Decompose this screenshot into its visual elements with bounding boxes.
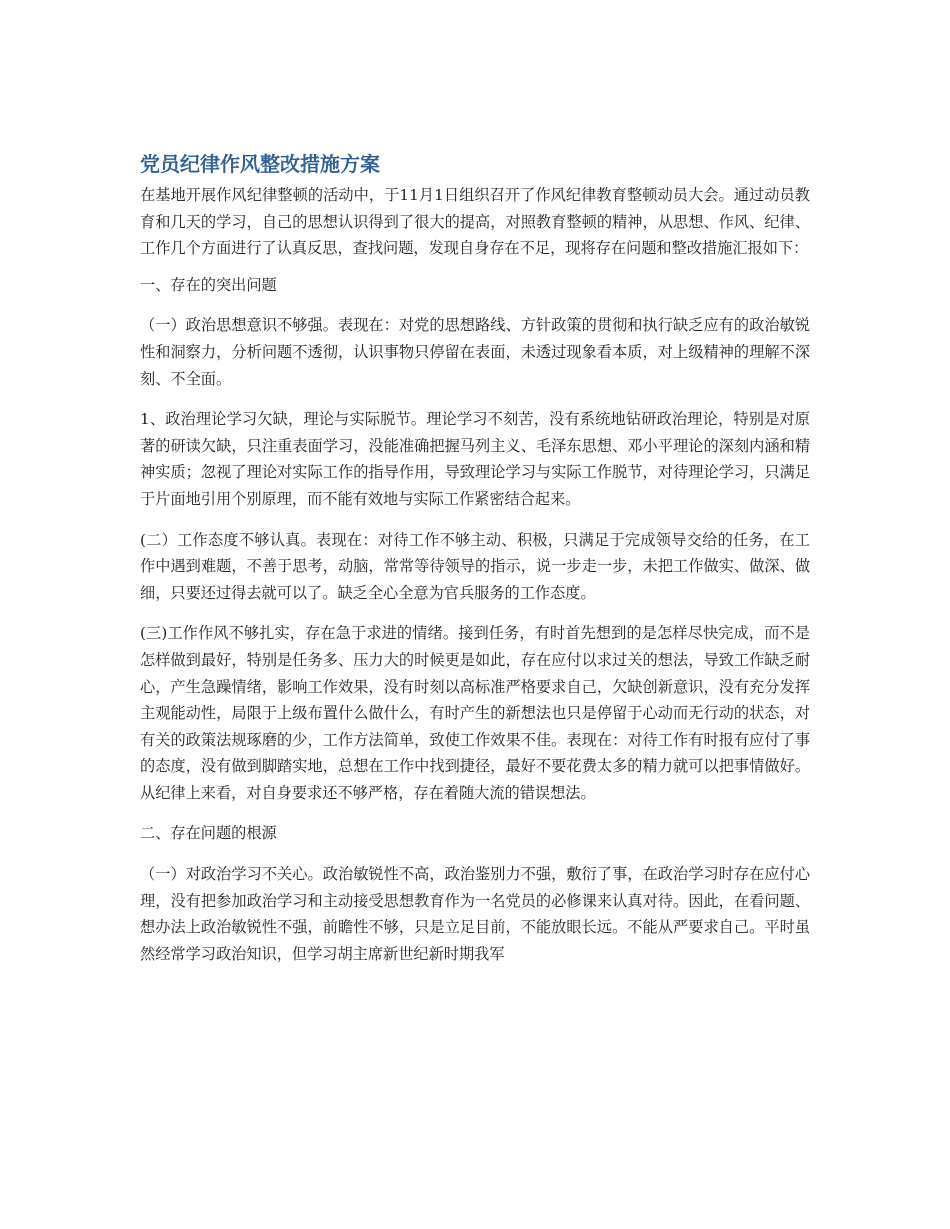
section-heading-problems: 一、存在的突出问题	[140, 275, 277, 294]
intro-paragraph: 在基地开展作风纪律整顿的活动中，于11月1日组织召开了作风纪律教育整顿动员大会。通过动员教育和几天的学习，自己的思想认识得到了很大的提高，对照教育整顿的精神，从思想、作风、纪律、工作几个方面进行了认真反思，查找问题，发现自身存在不足，现将存在问题和整改措施汇报如下：	[140, 186, 810, 258]
section-heading-root-causes: 二、存在问题的根源	[140, 824, 277, 843]
paragraph-political-study: （一）对政治学习不关心。政治敏锐性不高，政治鉴别力不强，敷衍了事，在政治学习时存在应付心理，没有把参加政治学习和主动接受思想教育作为一名党员的必修课来认真对待。因此，在看问题、想办法上政治敏锐性不强，前瞻性不够，只是立足目前，不能放眼长远。不能从严要求自己。平时虽然经常学习政治知识，但学习胡主席新世纪新时期我军	[140, 865, 810, 963]
document-title: 党员纪律作风整改措施方案	[140, 152, 380, 176]
paragraph-political-awareness: （一）政治思想意识不够强。表现在：对党的思想路线、方针政策的贯彻和执行缺乏应有的政治敏锐性和洞察力，分析问题不透彻，认识事物只停留在表面，未透过现象看本质，对上级精神的理解不深刻、不全面。	[140, 316, 810, 388]
paragraph-work-attitude: (二）工作态度不够认真。表现在：对待工作不够主动、积极，只满足于完成领导交给的任务，在工作中遇到难题，不善于思考，动脑，常常等待领导的指示，说一步走一步，未把工作做实、做深、做细，只要还过得去就可以了。缺乏全心全意为官兵服务的工作态度。	[140, 530, 810, 602]
paragraph-theory-study: 1、政治理论学习欠缺，理论与实际脱节。理论学习不刻苦，没有系统地钻研政治理论，特别是对原著的研读欠缺，只注重表面学习，没能准确把握马列主义、毛泽东思想、邓小平理论的深刻内涵和精神实质；忽视了理论对实际工作的指导作用，导致理论学习与实际工作脱节，对待理论学习，只满足于片面地引用个别原理，而不能有效地与实际工作紧密结合起来。	[140, 410, 810, 508]
document-body	[140, 150, 810, 981]
paragraph-work-style: (三)工作作风不够扎实，存在急于求进的情绪。接到任务，有时首先想到的是怎样尽快完成，而不是怎样做到最好，特别是任务多、压力大的时候更是如此，存在应付以求过关的想法，导致工作缺乏耐心，产生急躁情绪，影响工作效果，没有时刻以高标准严格要求自己，欠缺创新意识，没有充分发挥主观能动性，局限于上级布置什么做什么，有时产生的新想法也只是停留于心动而无行动的状态，对有关的政策法规琢磨的少，工作方法简单，致使工作效果不佳。表现在：对待工作有时报有应付了事的态度，没有做到脚踏实地，总想在工作中找到捷径，最好不要花费太多的精力就可以把事情做好。从纪律上来看，对自身要求还不够严格，存在着随大流的错误想法。	[140, 624, 810, 802]
